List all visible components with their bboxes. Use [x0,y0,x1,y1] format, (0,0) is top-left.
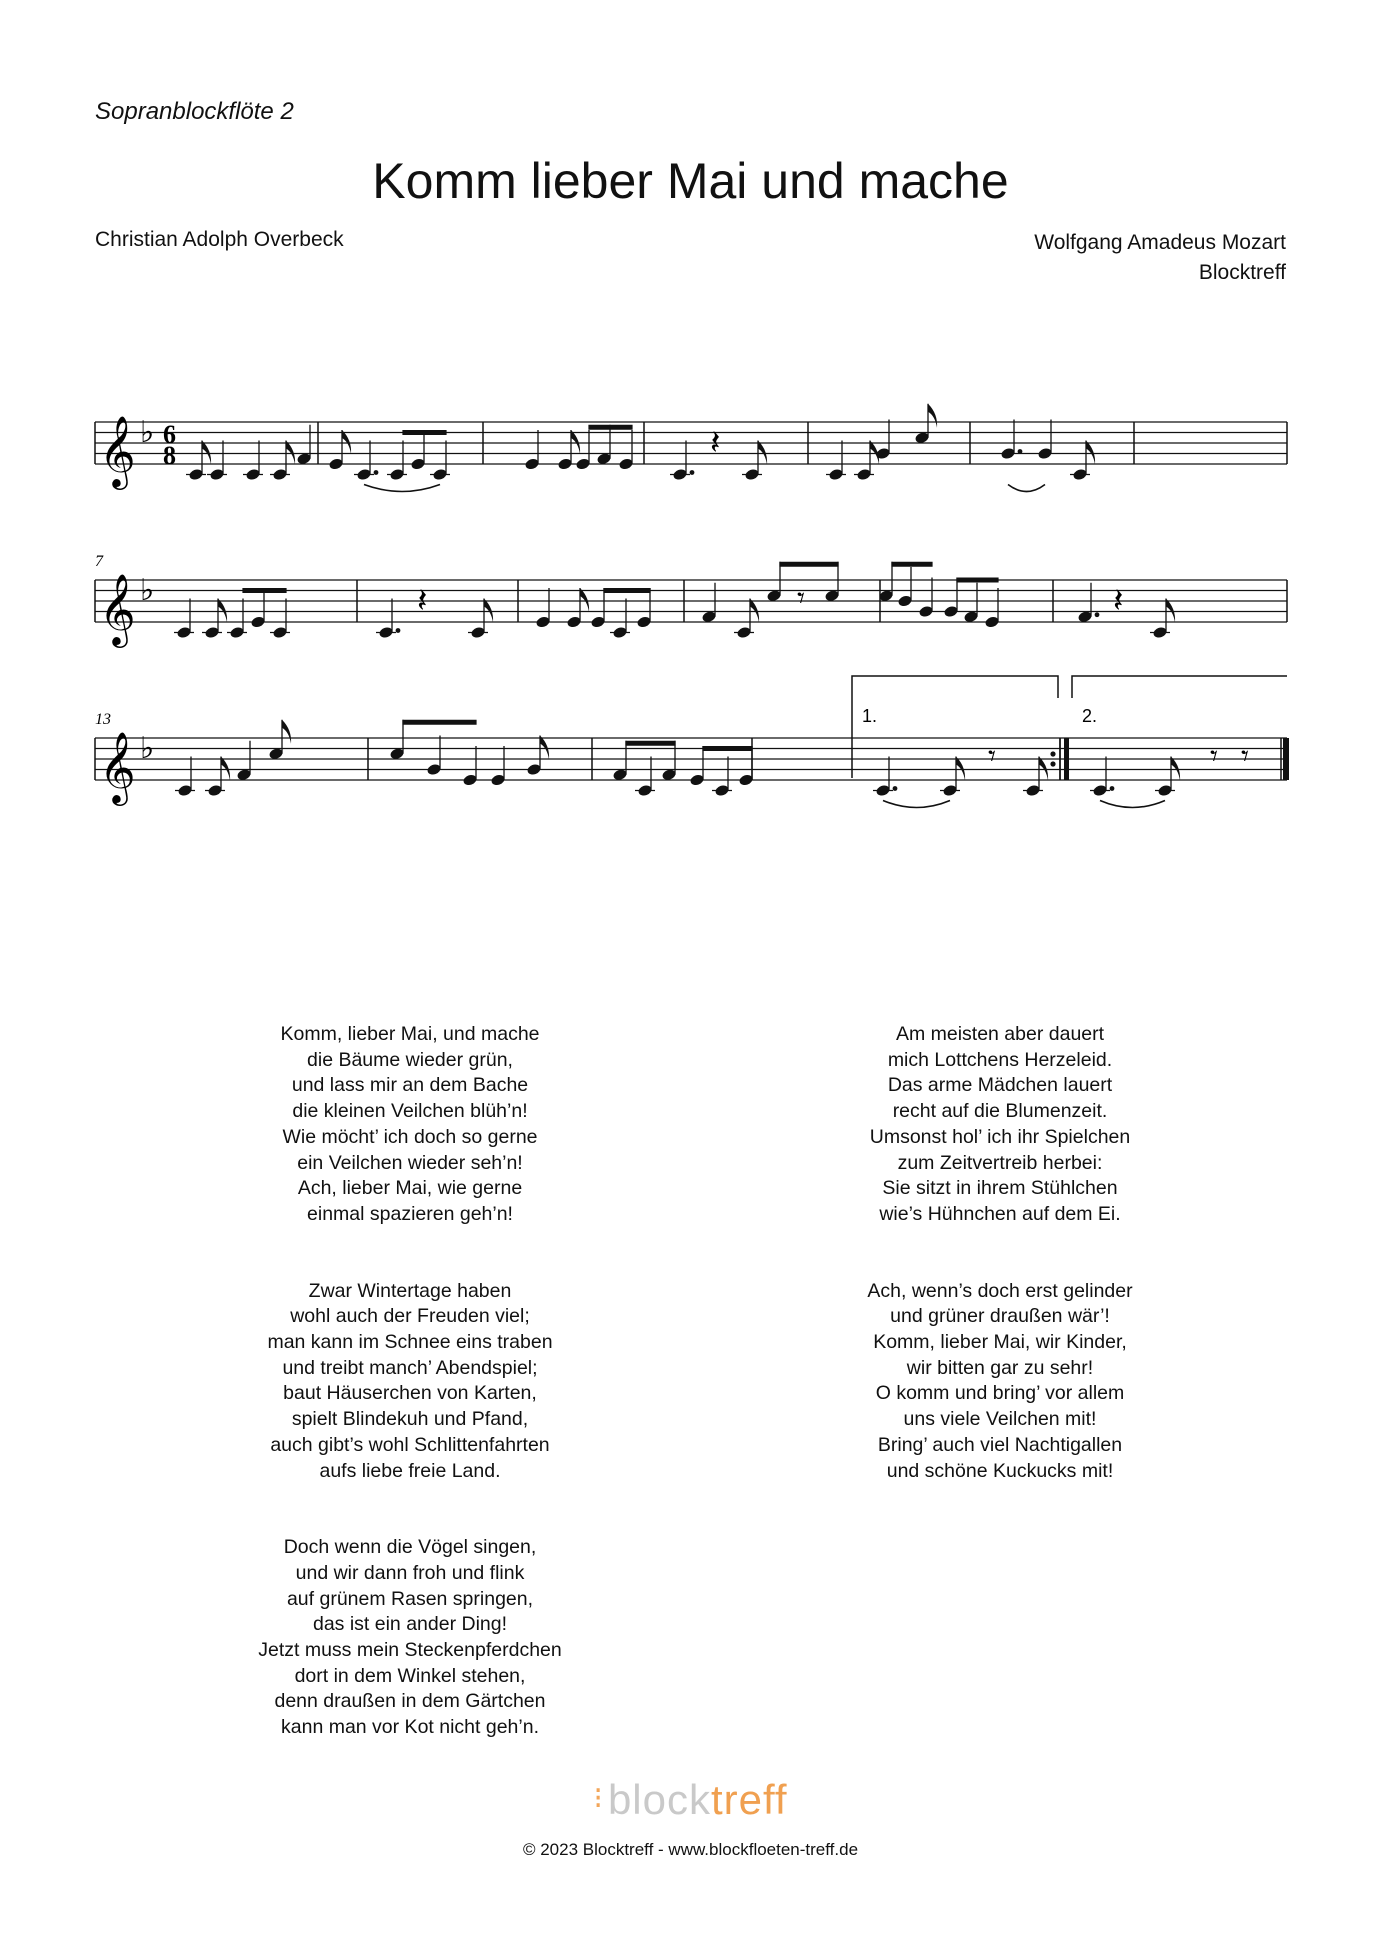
augmentation-dot [690,470,695,475]
tie [883,801,950,808]
verse-3 [200,1535,620,1741]
note-flag [202,441,211,465]
note-beam [242,588,286,593]
time-signature-top: 6 [163,420,176,449]
note-beam [956,578,998,583]
lyrics-column-left [200,1022,620,1792]
volta-bracket-1 [852,676,1058,778]
augmentation-dot [1110,786,1115,791]
measure-number-13: 13 [95,711,111,728]
lyric-line: und treibt manch’ Abendspiel; [282,1356,538,1379]
note-flag [484,599,493,623]
note-beam [402,430,446,435]
lyric-line: man kann im Schnee eins traben [267,1331,553,1354]
note-flag [750,599,759,623]
lyric-line: denn draußen in dem Gärtchen [274,1690,546,1713]
lyric-line: zum Zeitvertreib herbei: [897,1151,1103,1174]
quarter-rest: 𝄽 [710,423,721,463]
lyric-line: und wir dann froh und flink [295,1561,525,1584]
lyric-line: die kleinen Veilchen blüh’n! [292,1100,528,1123]
lyric-line: Sie sitzt in ihrem Stühlchen [882,1177,1118,1200]
lyricist: Christian Adolph Overbeck [95,228,344,251]
note-flag [1086,441,1095,465]
verse-2 [200,1279,620,1485]
tie [364,485,440,492]
lyric-line: kann man vor Kot nicht geh’n. [281,1716,539,1739]
tie [1008,485,1045,492]
lyric-line: spielt Blindekuh und Pfand, [291,1408,529,1431]
lyric-line: auf grünem Rasen springen, [286,1587,534,1610]
lyric-line: Umsonst hol’ ich ihr Spielchen [869,1125,1131,1148]
note-beam [402,720,476,725]
augmentation-dot [1018,449,1023,454]
volta-1-label: 1. [862,706,878,726]
note-flag [1166,599,1175,623]
verse-4 [790,1022,1210,1228]
lyric-line: und grüner draußen wär’! [890,1305,1110,1328]
lyric-line: Doch wenn die Vögel singen, [283,1536,537,1559]
note-flag [928,404,937,428]
note-beam [891,562,932,567]
lyric-line: recht auf die Blumenzeit. [892,1100,1108,1123]
note-flag [342,430,351,454]
lyric-line: Ach, wenn’s doch erst gelinder [867,1279,1133,1302]
lyric-line: Das arme Mädchen lauert [887,1074,1113,1097]
eighth-rest: 𝄾 [988,739,996,774]
lyric-line: Jetzt muss mein Steckenpferdchen [258,1639,562,1662]
tie [1100,801,1165,808]
blocktreff-logo [0,1776,1381,1824]
lyric-line: auch gibt’s wohl Schlittenfahrten [270,1433,550,1456]
note-flag [580,588,589,612]
flat-sign: ♭ [140,731,155,766]
time-signature-bottom: 8 [163,441,176,470]
augmentation-dot [374,470,379,475]
instrument-label: Sopranblockflöte 2 [95,98,294,125]
lyric-line: Zwar Wintertage haben [308,1279,512,1302]
lyric-line: baut Häuserchen von Karten, [283,1382,537,1405]
logo-text-treff: treff [711,1776,788,1823]
augmentation-dot [893,786,898,791]
augmentation-dot [1095,612,1100,617]
lyric-line: Komm, lieber Mai, wir Kinder, [873,1331,1127,1354]
lyric-line: Ach, lieber Mai, wie gerne [297,1177,523,1200]
treble-clef: 𝄞 [99,730,136,803]
lyric-line: mich Lottchens Herzeleid. [887,1048,1113,1071]
volta-bracket-2 [1072,676,1287,698]
note-beam [625,741,675,746]
note-flag [1171,757,1180,781]
augmentation-dot [396,628,401,633]
note-flag [218,599,227,623]
lyric-line: einmal spazieren geh’n! [307,1202,513,1225]
lyric-line: uns viele Veilchen mit! [903,1408,1097,1431]
verse-1 [200,1022,620,1228]
lyric-line: ein Veilchen wieder seh’n! [297,1151,523,1174]
note-flag [540,736,549,760]
note-flag [758,441,767,465]
measure-number-7: 7 [95,553,103,570]
note-beam [779,562,838,567]
final-barline-thick [1283,738,1289,780]
note-flag [221,757,230,781]
repeat-dot [1050,751,1055,756]
flat-sign: ♭ [140,573,155,608]
lyric-line: dort in dem Winkel stehen, [294,1664,526,1687]
lyric-line: Komm, lieber Mai, und mache [280,1023,540,1045]
composer: Wolfgang Amadeus Mozart [1034,231,1286,254]
lyric-line: wohl auch der Freuden viel; [290,1305,530,1328]
lyric-line: und lass mir an dem Bache [291,1074,529,1097]
lyric-line: O komm und bring’ vor allem [875,1382,1125,1405]
logo-dots-icon: ⁝ [593,1782,604,1815]
lyric-line: Am meisten aber dauert [895,1023,1105,1045]
note-beam [603,588,650,593]
note-beam [702,746,752,751]
volta-2-label: 2. [1082,706,1098,726]
note-flag [282,720,291,744]
note-flag [1039,757,1048,781]
eighth-rest: 𝄾 [1241,739,1249,774]
note-beam [588,425,632,430]
page-title: Komm lieber Mai und mache [372,153,1009,209]
quarter-rest: 𝄽 [1113,581,1124,621]
repeat-barline-thick [1064,738,1069,780]
quarter-rest: 𝄽 [417,581,428,621]
note-flag [571,430,580,454]
lyric-line: wie’s Hühnchen auf dem Ei. [879,1202,1121,1225]
lyric-line: das ist ein ander Ding! [312,1613,508,1636]
footer-copyright: © 2023 Blocktreff - www.blockfloeten-treff.de [522,1840,859,1859]
treble-clef: 𝄞 [99,414,136,487]
eighth-rest: 𝄾 [797,581,805,616]
flat-sign: ♭ [140,415,155,450]
lyric-line: die Bäume wieder grün, [307,1048,513,1071]
logo-text-block: block [607,1776,711,1823]
lyric-line: Wie möcht’ ich doch so gerne [282,1125,538,1148]
repeat-dot [1050,761,1055,766]
arranger: Blocktreff [1198,261,1286,284]
lyric-line: wir bitten gar zu sehr! [906,1356,1094,1379]
lyrics-column-right [790,1022,1210,1535]
lyric-line: aufs liebe freie Land. [319,1459,501,1482]
eighth-rest: 𝄾 [1210,739,1218,774]
verse-5 [790,1279,1210,1485]
note-flag [956,757,965,781]
composer-block [1034,228,1286,288]
treble-clef: 𝄞 [99,572,136,645]
lyric-line: Bring’ auch viel Nachtigallen [877,1433,1123,1456]
lyric-line: und schöne Kuckucks mit! [886,1459,1114,1482]
music-score [0,380,1381,860]
note-flag [286,441,295,465]
